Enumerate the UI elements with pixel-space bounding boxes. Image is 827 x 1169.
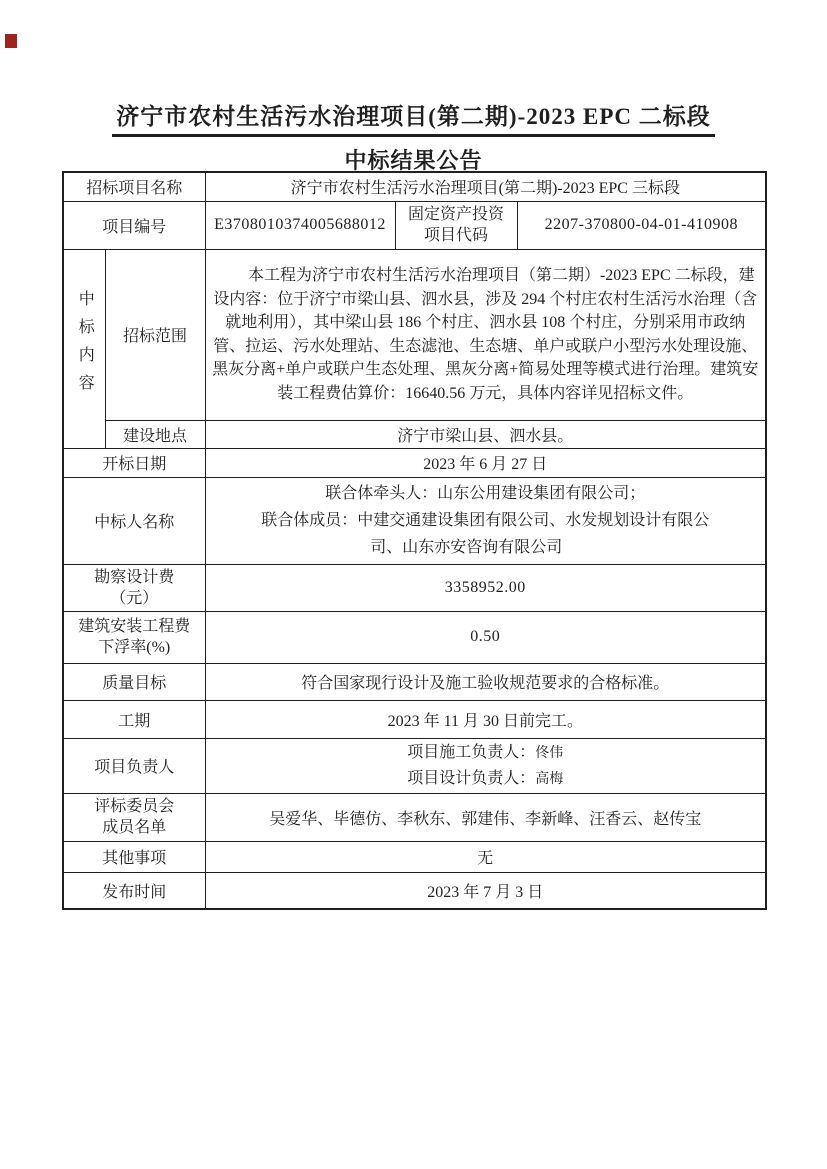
value-discount-rate: 0.50: [205, 611, 766, 663]
red-corner-mark: [5, 34, 17, 48]
label-survey-design-fee-line1: 勘察设计费: [94, 568, 175, 586]
value-project-number: E3708010374005688012: [205, 201, 395, 249]
label-investment-code: [395, 201, 517, 249]
row-construction-location: [63, 420, 766, 448]
manager-line2: [210, 766, 762, 792]
label-discount-rate: [63, 611, 205, 663]
label-quality-goal: 质量目标: [63, 663, 205, 700]
label-award-content-text: 中标内容: [76, 290, 94, 402]
row-survey-design-fee: [63, 564, 766, 611]
label-investment-code-line2: 项目代码: [424, 227, 489, 244]
row-discount-rate: [63, 611, 766, 663]
value-duration: 2023 年 11 月 30 日前完工。: [205, 700, 766, 738]
label-award-content: [63, 249, 105, 448]
row-project-name: [63, 172, 766, 201]
label-evaluation-committee-line2: 成员名单: [102, 819, 167, 836]
manager-line1-prefix: 项目施工负责人：: [407, 743, 536, 761]
row-bid-open-date: [63, 448, 766, 477]
label-survey-design-fee: [63, 564, 205, 611]
label-evaluation-committee-line1: 评标委员会: [94, 798, 175, 815]
document-header: [0, 98, 827, 175]
row-bid-scope: [63, 249, 766, 420]
value-winner-name: [205, 477, 766, 564]
label-project-managers: 项目负责人: [63, 738, 205, 793]
label-survey-design-fee-line2: （元）: [110, 589, 159, 607]
label-other-matters: 其他事项: [63, 841, 205, 872]
manager-line1-name: 佟伟: [535, 745, 564, 761]
manager-line1: [210, 740, 762, 766]
label-evaluation-committee: [63, 793, 205, 841]
label-publish-date: 发布时间: [63, 872, 205, 909]
label-project-number: 项目编号: [63, 201, 205, 249]
value-bid-open-date: 2023 年 6 月 27 日: [205, 448, 766, 477]
row-evaluation-committee: [63, 793, 766, 841]
label-bid-scope: 招标范围: [105, 249, 205, 420]
value-construction-location: 济宁市梁山县、泗水县。: [205, 420, 766, 448]
row-duration: [63, 700, 766, 738]
value-evaluation-committee: 吴爱华、毕德仿、李秋东、郭建伟、李新峰、汪香云、赵传宝: [205, 793, 766, 841]
row-quality-goal: [63, 663, 766, 700]
label-discount-rate-line1: 建筑安装工程费: [78, 618, 191, 635]
bid-scope-paragraph: 本工程为济宁市农村生活污水治理项目（第二期）-2023 EPC 二标段，建设内容：位于济宁市梁山县、泗水县，涉及 294 个村庄农村生活污水治理（含就地利用），其中梁山县 186 个村庄、泗水县 108 个村庄，分别采用市政纳管、拉运、污水处理站、生态滤池、生态塘、单户或联户小型污水处理设施、黑灰分离+单户或联户生态处理、黑灰分离+简易处理等模式进行治理。建筑安装工程费估算价：16640.56 万元，具体内容详见招标文件。: [212, 267, 759, 402]
row-publish-date: [63, 872, 766, 909]
value-other-matters: 无: [205, 841, 766, 872]
winner-line3: 司、山东亦安咨询有限公司: [370, 539, 563, 556]
value-quality-goal: 符合国家现行设计及施工验收规范要求的合格标准。: [205, 663, 766, 700]
value-survey-design-fee: 3358952.00: [205, 564, 766, 611]
label-investment-code-line1: 固定资产投资: [408, 206, 505, 223]
winner-line1: 联合体牵头人：山东公用建设集团有限公司；: [325, 485, 646, 502]
label-project-name: 招标项目名称: [63, 172, 205, 201]
value-project-managers: [205, 738, 766, 793]
label-duration: 工期: [63, 700, 205, 738]
manager-line2-name: 高梅: [535, 771, 564, 787]
winner-line2: 联合体成员：中建交通建设集团有限公司、水发规划设计有限公: [261, 512, 710, 529]
label-winner-name: 中标人名称: [63, 477, 205, 564]
value-investment-code: 2207-370800-04-01-410908: [517, 201, 766, 249]
document-subtitle: 中标结果公告: [344, 148, 483, 173]
label-discount-rate-line2: 下浮率(%): [98, 639, 171, 656]
value-bid-scope: [205, 249, 766, 420]
value-publish-date: 2023 年 7 月 3 日: [205, 872, 766, 909]
row-project-number: [63, 201, 766, 249]
row-other-matters: [63, 841, 766, 872]
row-winner-name: [63, 477, 766, 564]
row-project-managers: [63, 738, 766, 793]
label-bid-open-date: 开标日期: [63, 448, 205, 477]
document-title: 济宁市农村生活污水治理项目(第二期)-2023 EPC 二标段: [112, 98, 714, 137]
announcement-table: [62, 171, 767, 910]
manager-line2-prefix: 项目设计负责人：: [407, 769, 536, 787]
value-project-name: 济宁市农村生活污水治理项目(第二期)-2023 EPC 三标段: [205, 172, 766, 201]
label-construction-location: 建设地点: [105, 420, 205, 448]
